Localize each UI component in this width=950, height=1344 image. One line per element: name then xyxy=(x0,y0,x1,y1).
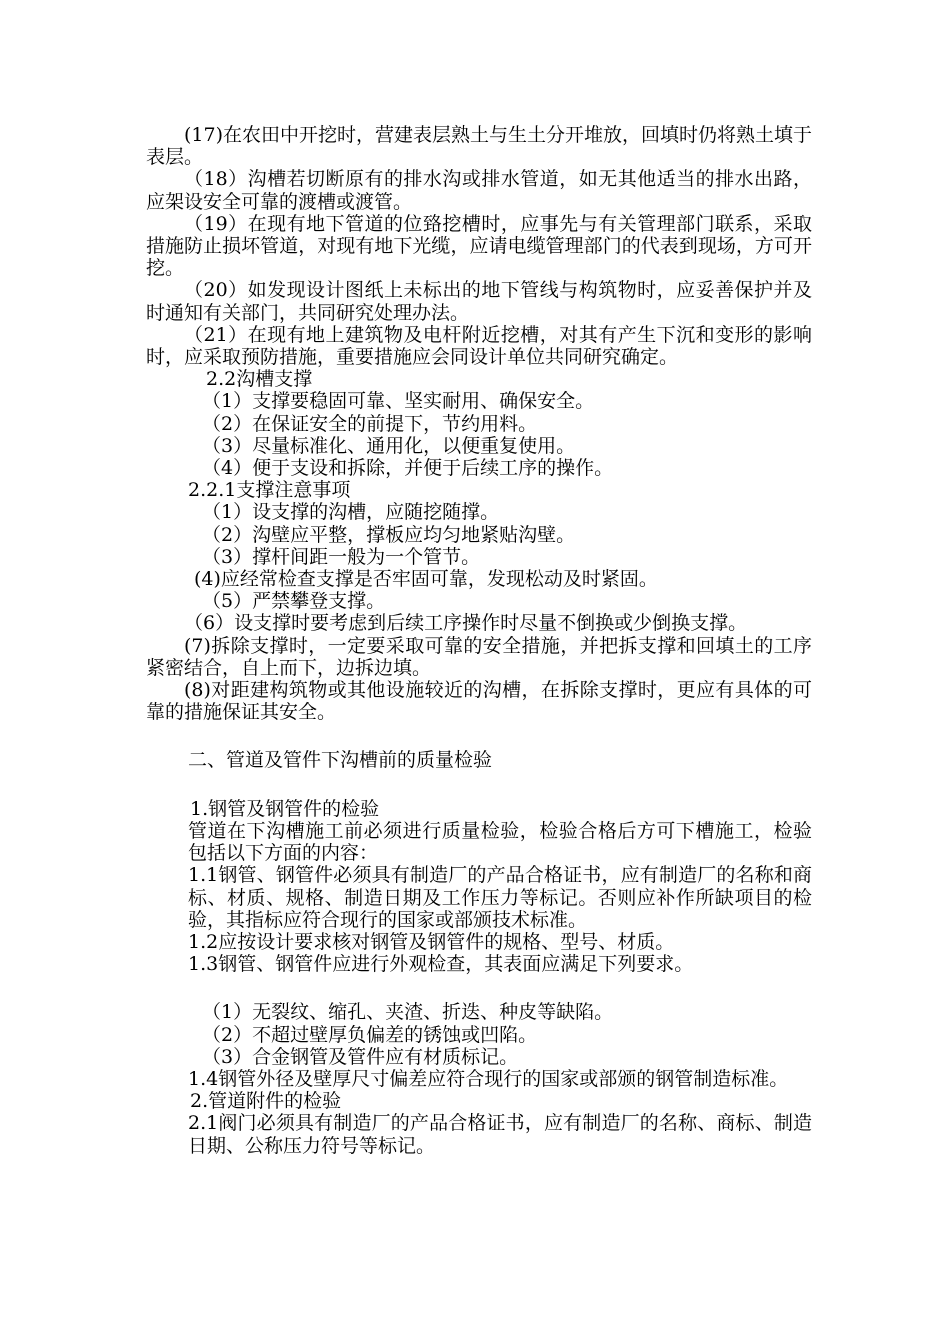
paragraph-20: （20）如发现设计图纸上未标出的地下管线与构筑物时，应妥善保护并及时通知有关部门，共同研究处理办法。 xyxy=(146,279,812,324)
note-item-6: （6）设支撑时要考虑到后续工序操作时尽量不倒换或少倒换支撑。 xyxy=(184,612,748,635)
section-2-title: 二、管道及管件下沟槽前的质量检验 xyxy=(188,749,493,772)
paragraph-17: (17)在农田中开挖时，营建表层熟土与生土分开堆放，回填时仍将熟土填于表层。 xyxy=(146,124,813,169)
paragraph-21: （21）在现有地上建筑物及电杆附近挖槽，对其有产生下沉和变形的影响时，应采取预防措施，重要措施应会同设计单位共同研究确定。 xyxy=(146,323,812,369)
section-gap xyxy=(146,772,812,798)
note-item-8: (8)对距建构筑物或其他设施较近的沟槽，在拆除支撑时，更应有具体的可靠的措施保证其安全。 xyxy=(146,679,812,724)
paragraph-19: （19）在现有地下管道的位臵挖槽时，应事先与有关管理部门联系，采取措施防止损坏管道，对现有地下光缆，应请电缆管理部门的代表到现场，方可开挖。 xyxy=(146,212,812,280)
section-gap xyxy=(146,723,812,749)
inspection-intro: 管道在下沟槽施工前必须进行质量检验，检验合格后方可下槽施工，检验包括以下方面的内容： xyxy=(188,819,812,865)
requirement-2: （2）不超过壁厚负偏差的锈蚀或凹陷。 xyxy=(202,1023,538,1046)
heading-2: 2.管道附件的检验 xyxy=(190,1090,342,1113)
support-item-3: （3）尽量标准化、通用化，以便重复使用。 xyxy=(202,434,576,457)
note-item-4: (4)应经常检查支撑是否牢固可靠，发现松动及时紧固。 xyxy=(194,568,658,591)
section-gap xyxy=(146,975,812,1001)
requirement-1: （1）无裂纹、缩孔、夹渣、折迭、种皮等缺陷。 xyxy=(202,1001,614,1024)
paragraph-18: （18）沟槽若切断原有的排水沟或排水管道，如无其他适当的排水出路，应架设安全可靠的渡槽或渡管。 xyxy=(146,168,812,213)
heading-1: 1.钢管及钢管件的检验 xyxy=(190,797,380,820)
note-item-5: （5）严禁攀登支撑。 xyxy=(202,590,386,613)
inspection-1-2: 1.2应按设计要求核对钢管及钢管件的规格、型号、材质。 xyxy=(188,930,675,953)
document-body xyxy=(146,124,812,1157)
note-item-3: （3）撑杆间距一般为一个管节。 xyxy=(202,545,481,568)
support-item-1: （1）支撑要稳固可靠、坚实耐用、确保安全。 xyxy=(202,390,595,413)
note-item-1: （1）设支撑的沟槽，应随挖随撑。 xyxy=(202,501,500,524)
inspection-2-1: 2.1阀门必须具有制造厂的产品合格证书，应有制造厂的名称、商标、制造日期、公称压力符号等标记。 xyxy=(188,1112,812,1157)
heading-2-2: 2.2沟槽支撑 xyxy=(206,368,313,391)
support-item-2: （2）在保证安全的前提下，节约用料。 xyxy=(202,412,538,435)
requirement-3: （3）合金钢管及管件应有材质标记。 xyxy=(202,1045,519,1068)
heading-2-2-1: 2.2.1支撑注意事项 xyxy=(188,479,351,502)
inspection-1-3: 1.3钢管、钢管件应进行外观检查，其表面应满足下列要求。 xyxy=(188,953,694,976)
note-item-2: （2）沟壁应平整，撑板应均匀地紧贴沟壁。 xyxy=(202,523,576,546)
note-item-7: (7)拆除支撑时，一定要采取可靠的安全措施，并把拆支撑和回填土的工序紧密结合，自上而下，边拆边填。 xyxy=(146,634,812,679)
inspection-1-4: 1.4钢管外径及壁厚尺寸偏差应符合现行的国家或部颁的钢管制造标准。 xyxy=(188,1067,789,1090)
inspection-1-1: 1.1钢管、钢管件必须具有制造厂的产品合格证书，应有制造厂的名称和商标、材质、规格、制造日期及工作压力等标记。否则应补作所缺项目的检验，其指标应符合现行的国家或部颁技术标准。 xyxy=(188,864,812,931)
support-item-4: （4）便于支设和拆除，并便于后续工序的操作。 xyxy=(202,457,614,480)
